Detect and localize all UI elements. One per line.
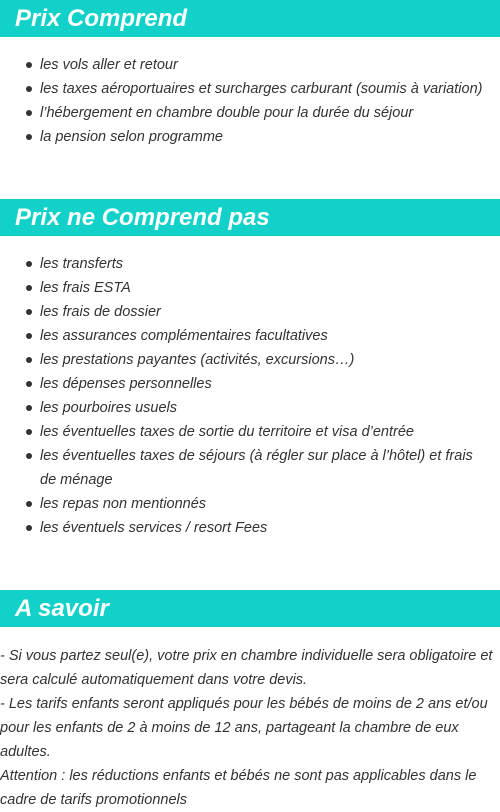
a-savoir-text: [0, 644, 500, 812]
section-header-a-savoir: A savoir: [0, 590, 500, 627]
list-item: les prestations payantes (activités, excursions…): [0, 348, 490, 372]
list-item: les éventuelles taxes de séjours (à régler sur place à l’hôtel) et frais de ménage: [0, 444, 490, 492]
list-item: les repas non mentionnés: [0, 492, 490, 516]
list-item: les éventuelles taxes de sortie du territoire et visa d’entrée: [0, 420, 490, 444]
section-header-prix-ne-comprend-pas: Prix ne Comprend pas: [0, 199, 500, 236]
paragraph: - Les tarifs enfants seront appliqués pour les bébés de moins de 2 ans et/ou pour les enfants de 2 à moins de 12 ans, partageant la chambre de eux adultes.: [0, 696, 488, 760]
list-item: les taxes aéroportuaires et surcharges carburant (soumis à variation): [0, 77, 490, 101]
list-item: les frais de dossier: [0, 300, 490, 324]
list-item: l’hébergement en chambre double pour la durée du séjour: [0, 101, 490, 125]
list-item: les frais ESTA: [0, 276, 490, 300]
list-item: les pourboires usuels: [0, 396, 490, 420]
list-prix-ne-comprend-pas: [0, 252, 490, 540]
paragraph: - Si vous partez seul(e), votre prix en chambre individuelle sera obligatoire et sera calculé automatiquement dans votre devis.: [0, 648, 493, 688]
list-item: les assurances complémentaires facultatives: [0, 324, 490, 348]
list-item: les vols aller et retour: [0, 53, 490, 77]
section-header-prix-comprend: Prix Comprend: [0, 0, 500, 37]
paragraph: Attention : les réductions enfants et bébés ne sont pas applicables dans le cadre de tarifs promotionnels: [0, 768, 477, 808]
list-item: les éventuels services / resort Fees: [0, 516, 490, 540]
list-prix-comprend: [0, 53, 490, 149]
list-item: les transferts: [0, 252, 490, 276]
list-item: les dépenses personnelles: [0, 372, 490, 396]
list-item: la pension selon programme: [0, 125, 490, 149]
